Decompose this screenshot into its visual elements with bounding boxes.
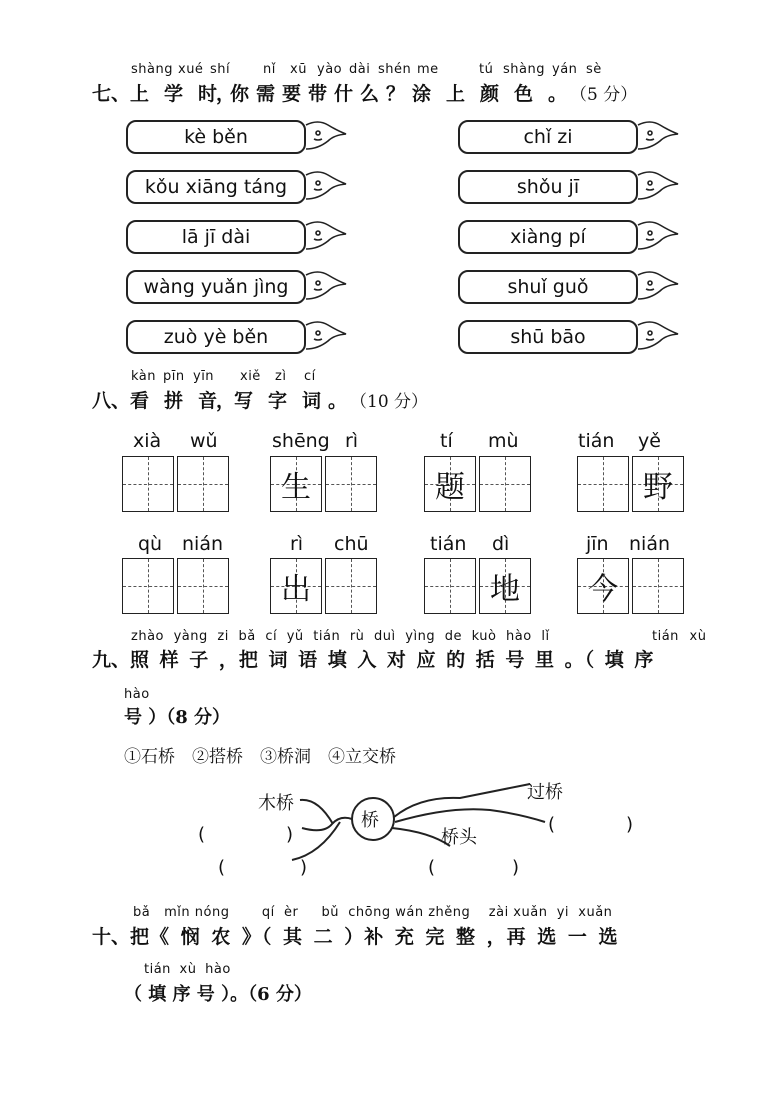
q7-score: （5 分） bbox=[570, 85, 638, 105]
answer-paren-open: ( bbox=[198, 824, 206, 845]
writing-cell[interactable] bbox=[177, 456, 229, 512]
q9-text-2: 号 ）（8 分） bbox=[124, 707, 231, 728]
mind-map-lines bbox=[190, 770, 650, 890]
q7-pinyin: dài bbox=[349, 62, 371, 77]
q7-item-left-5[interactable]: zuò yè běn bbox=[126, 320, 306, 354]
mind-map-label-c: 桥头 bbox=[441, 827, 477, 848]
writing-cell[interactable] bbox=[424, 558, 476, 614]
grid-pinyin: qù bbox=[138, 533, 163, 555]
q10-heading bbox=[92, 922, 619, 949]
writing-cell[interactable] bbox=[577, 456, 629, 512]
writing-cell[interactable] bbox=[632, 558, 684, 614]
answer-paren-close: ) bbox=[512, 857, 520, 878]
grid-pinyin: dì bbox=[492, 533, 510, 555]
grid-pinyin: chū bbox=[334, 533, 369, 555]
answer-paren-close: ) bbox=[286, 824, 294, 845]
q9-number: 九、 bbox=[92, 649, 131, 671]
q7-pinyin: xué bbox=[178, 62, 204, 77]
writing-cell[interactable] bbox=[177, 558, 229, 614]
grid-pinyin: tián bbox=[430, 533, 467, 555]
q8-number: 八、 bbox=[92, 390, 131, 412]
q7-pinyin: shàng bbox=[131, 62, 173, 77]
grid-pinyin: shēng bbox=[272, 430, 330, 452]
q7-item-right-1[interactable]: chǐ zi bbox=[458, 120, 638, 154]
writing-cell[interactable]: 题 bbox=[424, 456, 476, 512]
q10-number: 十、 bbox=[92, 926, 131, 948]
q7-item-right-4[interactable]: shuǐ guǒ bbox=[458, 270, 638, 304]
writing-cell[interactable]: 生 bbox=[270, 456, 322, 512]
writing-cell[interactable] bbox=[122, 558, 174, 614]
writing-cell[interactable]: 野 bbox=[632, 456, 684, 512]
q10-text: 把《 悯 农 》（ 其 二 ）补 充 完 整 ，再 选 一 选 bbox=[130, 926, 619, 948]
q7-pinyin: xū bbox=[290, 62, 307, 77]
q7-item-right-2[interactable]: shǒu jī bbox=[458, 170, 638, 204]
q9-pinyin-2: hào bbox=[124, 687, 150, 702]
mind-map-label-a: 木桥 bbox=[258, 793, 294, 814]
grid-pinyin: tián bbox=[578, 430, 615, 452]
writing-cell[interactable]: 地 bbox=[479, 558, 531, 614]
q9-options: ①石桥 ②搭桥 ③桥洞 ④立交桥 bbox=[124, 747, 396, 767]
q7-item-left-2[interactable]: kǒu xiāng táng bbox=[126, 170, 306, 204]
writing-cell[interactable] bbox=[325, 456, 377, 512]
grid-pinyin: rì bbox=[290, 533, 304, 555]
q10-pinyin-2: tián xù hào bbox=[144, 962, 231, 977]
grid-pinyin: jīn bbox=[586, 533, 609, 555]
grid-pinyin: wǔ bbox=[190, 430, 218, 452]
grid-pinyin: yě bbox=[638, 430, 661, 452]
q9-text: 照 样 子 ，把 词 语 填 入 对 应 的 括 号 里 。（ 填 序 bbox=[130, 649, 655, 671]
q7-pinyin: shén bbox=[378, 62, 412, 77]
writing-cell[interactable] bbox=[479, 456, 531, 512]
writing-cell[interactable] bbox=[122, 456, 174, 512]
pencil-tip-icon bbox=[304, 119, 350, 359]
q7-item-right-3[interactable]: xiàng pí bbox=[458, 220, 638, 254]
q7-number: 七、 bbox=[92, 83, 131, 105]
q7-pinyin: tú bbox=[479, 62, 494, 77]
q7-pinyin: yán bbox=[552, 62, 578, 77]
q8-score: （10 分） bbox=[350, 392, 429, 412]
q8-pinyin: cí bbox=[304, 369, 316, 384]
grid-pinyin: rì bbox=[345, 430, 359, 452]
answer-paren-open: ( bbox=[218, 857, 226, 878]
grid-pinyin: nián bbox=[182, 533, 224, 555]
q7-heading: 七、上 学 时，你 需 要 带 什 么 ？ 涂 上 颜 色 。 （5 分） bbox=[92, 83, 638, 105]
q7-pinyin: sè bbox=[586, 62, 602, 77]
writing-cell[interactable] bbox=[325, 558, 377, 614]
grid-pinyin: xià bbox=[133, 430, 162, 452]
q7-item-right-5[interactable]: shū bāo bbox=[458, 320, 638, 354]
grid-pinyin: mù bbox=[488, 430, 519, 452]
grid-pinyin: nián bbox=[629, 533, 671, 555]
q9-heading bbox=[92, 645, 654, 672]
q7-pinyin: shàng bbox=[503, 62, 545, 77]
writing-cell[interactable]: 今 bbox=[577, 558, 629, 614]
grid-pinyin: tí bbox=[440, 430, 453, 452]
q7-item-left-1[interactable]: kè běn bbox=[126, 120, 306, 154]
answer-paren-open: ( bbox=[428, 857, 436, 878]
q8-pinyin: kàn bbox=[131, 369, 157, 384]
q8-pinyin: pīn bbox=[163, 369, 185, 384]
q9-pinyin: zhào yàng zi bǎ cí yǔ tián rù duì yìng de kuò hào lǐ bbox=[131, 629, 550, 644]
q8-pinyin: zì bbox=[275, 369, 287, 384]
q8-pinyin: yīn bbox=[193, 369, 215, 384]
q10-pinyin: bǎ mǐn nóng qí èr bǔ chōng wán zhěng zài xuǎn yi xuǎn bbox=[133, 905, 613, 920]
answer-paren-close: ) bbox=[300, 857, 308, 878]
q7-pinyin: yào bbox=[317, 62, 343, 77]
q10-text-2: （ 填 序 号 ）。（6 分） bbox=[124, 984, 312, 1005]
mind-map-label-b: 过桥 bbox=[527, 782, 563, 803]
writing-cell[interactable]: 出 bbox=[270, 558, 322, 614]
q7-pinyin: me bbox=[417, 62, 439, 77]
q7-pinyin: nǐ bbox=[263, 62, 276, 77]
q7-item-left-4[interactable]: wàng yuǎn jìng bbox=[126, 270, 306, 304]
pencil-tip-icon bbox=[636, 119, 682, 359]
q9-pinyin-end: tián xù bbox=[652, 629, 707, 644]
q8-pinyin: xiě bbox=[240, 369, 261, 384]
answer-paren-open: ( bbox=[548, 814, 556, 835]
answer-paren-close: ) bbox=[626, 814, 634, 835]
q8-heading: 八、看 拼 音，写 字 词 。 （10 分） bbox=[92, 390, 429, 412]
q7-pinyin: shí bbox=[210, 62, 231, 77]
mind-map-center: 桥 bbox=[361, 810, 379, 831]
q7-item-left-3[interactable]: lā jī dài bbox=[126, 220, 306, 254]
